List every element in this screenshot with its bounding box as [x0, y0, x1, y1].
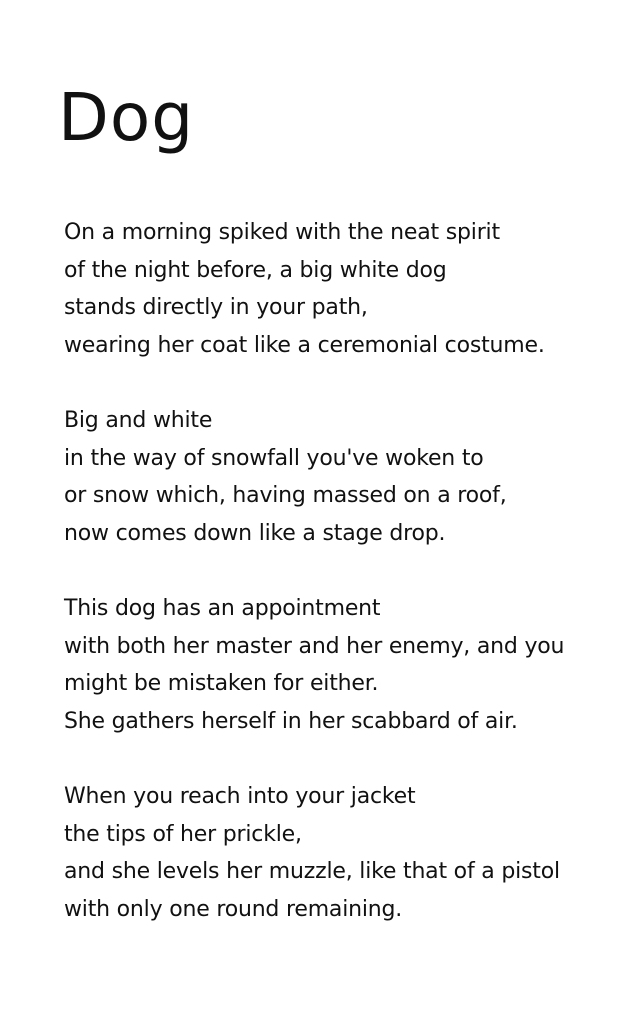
- poem-line: might be mistaken for either.: [64, 671, 379, 696]
- poem-body: [64, 214, 624, 966]
- poem-line: On a morning spiked with the neat spirit: [64, 220, 500, 245]
- poem-line: This dog has an appointment: [64, 596, 381, 621]
- stanza-2: [64, 402, 624, 552]
- poem-line: of the night before, a big white dog: [64, 257, 447, 283]
- stanza-4: [64, 778, 624, 928]
- poem-line: She gathers herself in her scabbard of air.: [64, 708, 518, 734]
- poem-line: with both her master and her enemy, and you: [64, 633, 565, 659]
- poem-line: stands directly in your path,: [64, 295, 368, 320]
- poem-line: now comes down like a stage drop.: [64, 520, 446, 546]
- poem-line: in the way of snowfall you've woken to: [64, 445, 484, 471]
- poem-line: When you reach into your jacket: [64, 784, 416, 809]
- poem-line: Big and white: [64, 408, 213, 433]
- poem-line: with only one round remaining.: [64, 896, 403, 922]
- stanza-1: [64, 214, 624, 364]
- stanza-3: [64, 590, 624, 740]
- poem-title: Dog: [58, 79, 195, 156]
- poem-line: the tips of her prickle,: [64, 821, 302, 847]
- poem-line: and she levels her muzzle, like that of a pistol: [64, 859, 560, 884]
- poem-line: or snow which, having massed on a roof,: [64, 483, 507, 508]
- poem-line: wearing her coat like a ceremonial costume.: [64, 332, 545, 358]
